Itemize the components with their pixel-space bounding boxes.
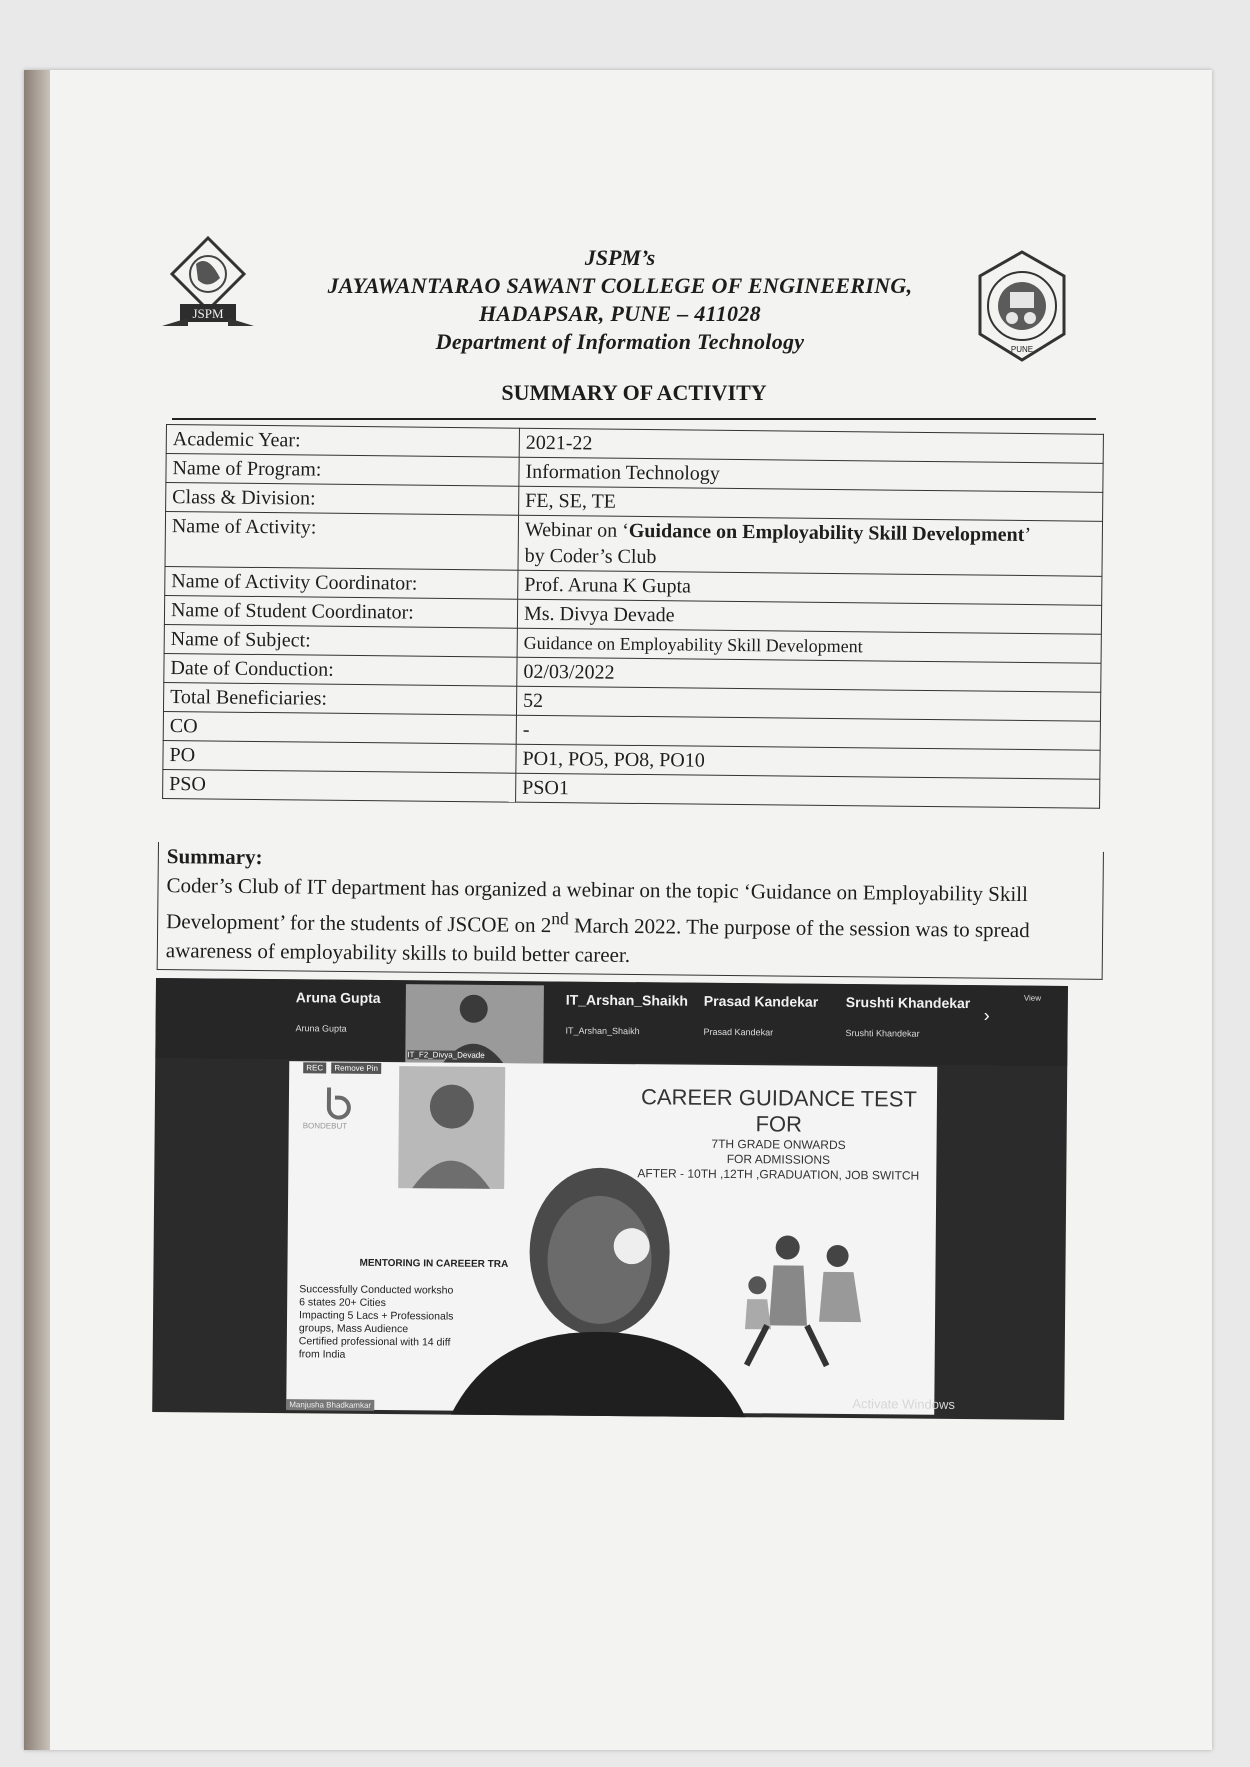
row-label: Total Beneficiaries: — [163, 682, 516, 715]
bullet-line: Certified professional with 14 diff — [298, 1335, 451, 1349]
row-label: Name of Student Coordinator: — [164, 595, 517, 628]
rec-badge: REC — [303, 1062, 326, 1073]
participant-tile — [565, 992, 688, 1059]
org-name: JSPM’s — [584, 245, 656, 270]
participant-name: IT_Arshan_Shaikh — [565, 991, 689, 1009]
college-seal — [968, 248, 1076, 366]
participant-name: Prasad Kandekar — [703, 992, 819, 1010]
row-value: Ms. Divya Devade — [517, 599, 1101, 634]
bullet-line: Impacting 5 Lacs + Professionals — [299, 1309, 454, 1323]
bullet-line: groups, Mass Audience — [298, 1322, 409, 1336]
row-value: FE, SE, TE — [519, 486, 1103, 521]
row-label: Academic Year: — [166, 425, 519, 458]
participant-name: Srushti Khandekar — [845, 994, 971, 1012]
participant-tile — [703, 993, 818, 1060]
row-value: - — [516, 715, 1100, 750]
brand-name: BONDEBUT — [302, 1121, 348, 1131]
row-value: 2021-22 — [519, 428, 1103, 463]
activity-title: Guidance on Employability Skill Development — [628, 519, 1025, 546]
video-tile-label: IT_F2_Divya_Devade — [407, 1050, 485, 1060]
participant-sub: Prasad Kandekar — [703, 1026, 774, 1038]
summary-superscript: nd — [551, 908, 569, 929]
summary-text-part: March 2022. The purpose of the session was to spread awareness of employability skills to build better career. — [165, 913, 1030, 967]
participant-sub: Aruna Gupta — [295, 1023, 347, 1034]
bullet-line: 6 states 20+ Cities — [299, 1296, 386, 1310]
jspm-logo — [158, 234, 258, 334]
svg-text:JSPM: JSPM — [192, 306, 224, 321]
brand-logo-icon — [313, 1085, 363, 1119]
svg-text:PUNE: PUNE — [1010, 345, 1034, 354]
webinar-screenshot — [152, 978, 1068, 1420]
next-participants-icon[interactable]: › — [983, 1005, 990, 1026]
college-header — [290, 244, 950, 356]
mentoring-text: MENTORING IN CAREEER TRA — [359, 1257, 509, 1271]
row-value: PO1, PO5, PO8, PO10 — [516, 744, 1100, 779]
activity-info-table — [162, 424, 1104, 809]
row-value: Information Technology — [519, 457, 1103, 492]
remove-pin-button[interactable]: Remove Pin — [331, 1063, 381, 1074]
row-value: Guidance on Employability Skill Development — [517, 628, 1101, 663]
department-name: Department of Information Technology — [435, 329, 805, 354]
pin-controls — [303, 1063, 381, 1073]
participant-name: Aruna Gupta — [295, 989, 381, 1006]
slide-title: CAREER GUIDANCE TEST FOR — [640, 1084, 918, 1137]
row-label: PO — [163, 740, 516, 773]
summary-section — [157, 842, 1104, 980]
row-value — [518, 515, 1103, 576]
video-tile — [405, 984, 544, 1063]
row-value: 52 — [516, 686, 1100, 721]
row-label: Name of Program: — [166, 454, 519, 487]
activity-prefix: Webinar on ‘ — [524, 518, 629, 542]
presenter-label: Manjusha Bhadkamkar — [286, 1399, 374, 1411]
slide-line: AFTER - 10TH ,12TH ,GRADUATION, JOB SWITCH — [637, 1166, 920, 1183]
row-label: CO — [163, 711, 516, 744]
bullet-line: Successfully Conducted worksho — [299, 1283, 454, 1297]
row-label: PSO — [163, 769, 516, 802]
table-row — [165, 512, 1103, 577]
participant-sub: Srushti Khandekar — [845, 1028, 920, 1039]
participant-tile — [295, 989, 380, 1056]
summary-text — [166, 871, 1103, 975]
activity-suffix: ’ — [1024, 523, 1032, 547]
row-label: Class & Division: — [166, 483, 519, 516]
row-label: Name of Activity: — [165, 512, 519, 571]
row-label: Date of Conduction: — [164, 653, 517, 686]
bullet-line: from India — [298, 1348, 346, 1361]
row-value: 02/03/2022 — [517, 657, 1101, 692]
speaker-video-icon — [448, 1141, 760, 1420]
view-button[interactable]: View — [1023, 993, 1042, 1003]
row-label: Name of Subject: — [164, 624, 517, 657]
activity-organizer: by Coder’s Club — [524, 544, 657, 569]
slide-bullets — [299, 1283, 460, 1362]
participant-sub: IT_Arshan_Shaikh — [565, 1025, 640, 1037]
summary-label: Summary: — [166, 844, 263, 870]
row-value: Prof. Aruna K Gupta — [518, 570, 1102, 605]
paper-shadow-edge — [24, 70, 50, 1750]
slide-line: FOR ADMISSIONS — [726, 1151, 831, 1167]
college-address: HADAPSAR, PUNE – 411028 — [479, 301, 761, 326]
row-value: PSO1 — [516, 773, 1100, 808]
row-label: Name of Activity Coordinator: — [165, 566, 518, 599]
title-divider — [172, 418, 1096, 420]
slide-line: 7TH GRADE ONWARDS — [711, 1136, 846, 1153]
participant-tile — [845, 994, 970, 1061]
document-title: SUMMARY OF ACTIVITY — [501, 380, 767, 405]
summary-text-part: Coder’s Club of IT department has organized a webinar on the topic ‘Guidance on Employability Skill Development’ for the students of JSCOE on 2 — [166, 873, 1029, 938]
college-name: JAYAWANTARAO SAWANT COLLEGE OF ENGINEERING, — [327, 273, 913, 298]
activate-windows-watermark: Activate Windows — [852, 1396, 955, 1412]
